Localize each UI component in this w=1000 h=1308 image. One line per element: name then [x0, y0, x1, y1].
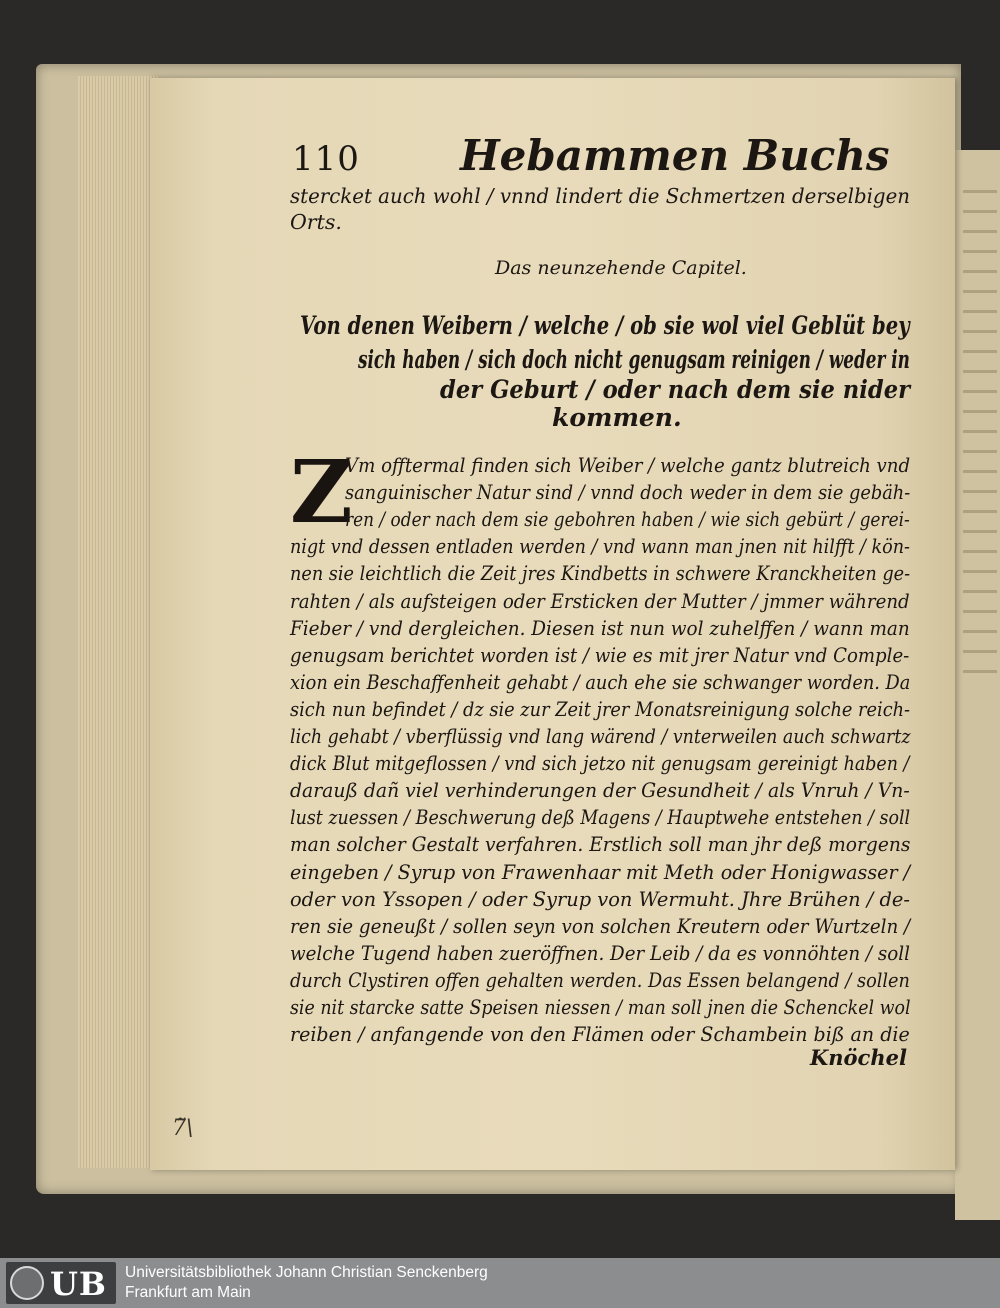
- chapter-title-line: Von denen Weibern / welche / ob sie wol viel Geblüt bey: [300, 311, 910, 340]
- chapter-title-line: sich haben / sich doch nicht genugsam reinigen / weder in: [358, 345, 910, 374]
- body-text-line: xion ein Beschaffenheit gehabt / auch ehe sie schwanger worden. Da: [290, 669, 911, 694]
- drop-cap-initial: Z: [290, 442, 353, 543]
- body-text-line: lust zuessen / Beschwerung deß Magens / Hauptwehe entstehen / soll: [290, 805, 911, 830]
- page-edges: [78, 76, 158, 1168]
- footer-bar: [0, 1258, 1000, 1308]
- library-name-line2: Frankfurt am Main: [125, 1284, 251, 1301]
- body-text-line: dick Blut mitgeflossen / vnd sich jetzo nit genugsam gereinigt haben /: [290, 751, 910, 776]
- body-text-line: nen sie leichtlich die Zeit jres Kindbetts in schwere Kranckheiten ge-: [290, 561, 911, 586]
- body-text-line: reiben / anfangende von den Flämen oder Schambein biß an die: [290, 1022, 910, 1047]
- chapter-label: Das neunzehende Capitel.: [495, 257, 747, 279]
- library-name: [125, 1263, 488, 1303]
- pencil-mark: 7̃\: [172, 1116, 194, 1141]
- next-page-edge: [955, 150, 1000, 1220]
- body-text-line: darauß dañ viel verhinderungen der Gesundheit / als Vnruh / Vn-: [290, 778, 910, 803]
- running-head: [290, 125, 910, 185]
- catchword: Knöchel: [810, 1045, 907, 1070]
- ub-logo: [6, 1262, 116, 1304]
- chapter-title-line: kommen.: [552, 403, 682, 432]
- logo-text: UB: [50, 1265, 107, 1303]
- body-text-line: Fieber / vnd dergleichen. Diesen ist nun wol zuhelffen / wann man: [290, 615, 910, 640]
- body-text-line: genugsam berichtet worden ist / wie es mit jrer Natur vnd Comple-: [290, 642, 910, 667]
- page-number: 110: [292, 139, 360, 179]
- body-text-line: Vm offtermal finden sich Weiber / welche gantz blutreich vnd: [345, 454, 911, 477]
- body-text-line: welche Tugend haben zueröffnen. Der Leib / da es vonnöhten / soll: [290, 940, 910, 965]
- body-text-line: rahten / als aufsteigen oder Ersticken der Mutter / jmmer während: [290, 588, 910, 613]
- seal-icon: [10, 1266, 44, 1300]
- body-text-line: ren / oder nach dem sie gebohren haben / wie sich gebürt / gerei-: [345, 508, 910, 532]
- body-text-line: sich nun befindet / dz sie zur Zeit jrer Monatsreinigung solche reich-: [290, 696, 911, 721]
- body-text-line: nigt vnd dessen entladen werden / vnd wann man jnen nit hilfft / kön-: [290, 534, 910, 559]
- text-line: stercket auch wohl / vnnd lindert die Schmertzen derselbigen: [290, 184, 911, 208]
- body-text-line: durch Clystiren offen gehalten werden. Das Essen belangend / sollen: [290, 967, 910, 992]
- library-name-line1: Universitätsbibliothek Johann Christian Senckenberg: [125, 1264, 488, 1281]
- body-text-line: sanguinischer Natur sind / vnnd doch weder in dem sie gebäh-: [345, 481, 911, 505]
- chapter-title-line: der Geburt / oder nach dem sie nider: [440, 375, 911, 404]
- body-text-line: oder von Yssopen / oder Syrup von Wermuht. Jhre Brühen / de-: [290, 886, 910, 911]
- body-text-line: sie nit starcke satte Speisen niessen / man soll jnen die Schenckel wol: [290, 995, 911, 1019]
- body-text-line: ren sie geneußt / sollen seyn von solchen Kreutern oder Wurtzeln /: [290, 913, 911, 938]
- body-text-line: lich gehabt / vberflüssig vnd lang wärend / vnterweilen auch schwartz: [290, 724, 911, 748]
- running-title: Hebammen Buchs: [460, 131, 890, 180]
- text-line: Orts.: [290, 210, 342, 234]
- body-text-line: man solcher Gestalt verfahren. Erstlich soll man jhr deß morgens: [290, 832, 911, 857]
- body-text-line: eingeben / Syrup von Frawenhaar mit Meth oder Honigwasser /: [290, 859, 911, 884]
